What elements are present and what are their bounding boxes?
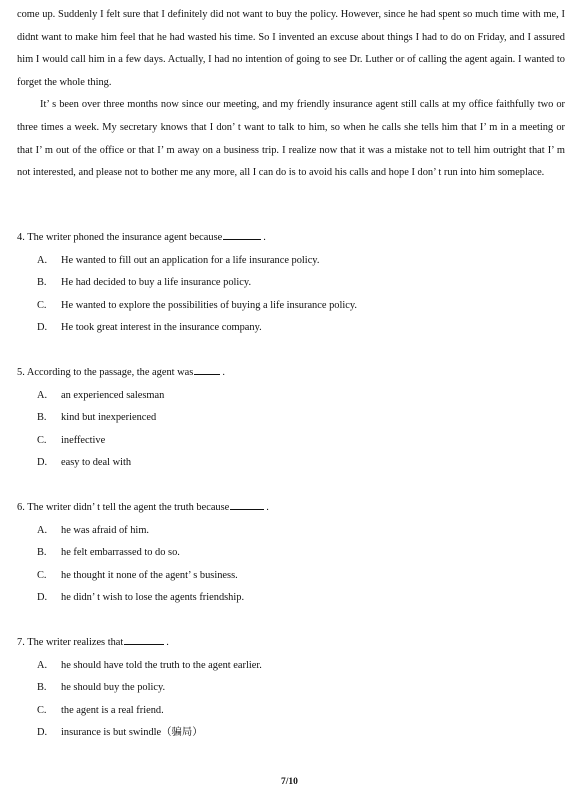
question-number: 7.: [17, 637, 25, 648]
answer-blank: [223, 229, 261, 240]
answer-blank: [194, 364, 220, 375]
option-b: [17, 542, 565, 565]
reading-passage: [17, 4, 565, 185]
option-letter: A.: [37, 659, 48, 671]
option-d: [17, 317, 565, 340]
option-c: [17, 565, 565, 588]
option-text: He had decided to buy a life insurance policy.: [61, 277, 252, 289]
option-text: he felt embarrassed to do so.: [61, 547, 180, 559]
option-letter: D.: [37, 727, 48, 739]
option-text: He took great interest in the insurance company.: [61, 322, 262, 334]
option-letter: A.: [37, 524, 48, 536]
question-stem-end: .: [166, 637, 169, 648]
option-text: the agent is a real friend.: [61, 704, 164, 716]
option-a: [17, 385, 565, 408]
option-text: an experienced salesman: [61, 389, 165, 401]
option-letter: D.: [37, 457, 48, 469]
option-letter: C.: [37, 704, 47, 716]
question-number: 5.: [17, 367, 25, 378]
option-a: [17, 250, 565, 273]
option-letter: C.: [37, 434, 47, 446]
option-b: [17, 677, 565, 700]
option-c: [17, 430, 565, 453]
option-text: He wanted to fill out an application for a life insurance policy.: [61, 254, 320, 266]
answer-blank: [230, 499, 264, 510]
option-b: [17, 407, 565, 430]
question-stem: [17, 362, 565, 385]
question-5: [17, 362, 565, 475]
option-a: [17, 520, 565, 543]
page-number: 7/10: [281, 777, 298, 787]
question-stem-end: .: [266, 502, 269, 513]
option-letter: A.: [37, 254, 48, 266]
option-letter: C.: [37, 569, 47, 581]
option-text: he was afraid of him.: [61, 524, 150, 536]
option-a: [17, 655, 565, 678]
option-d: [17, 452, 565, 475]
option-text: ineffective: [61, 434, 106, 446]
option-letter: A.: [37, 389, 48, 401]
option-list: [17, 385, 565, 475]
option-text: he should buy the policy.: [61, 682, 166, 694]
option-text: kind but inexperienced: [61, 412, 157, 424]
option-letter: D.: [37, 322, 48, 334]
option-text: easy to deal with: [61, 457, 132, 469]
answer-blank: [124, 634, 164, 645]
question-text: The writer didn’ t tell the agent the truth because: [27, 502, 230, 513]
option-letter: B.: [37, 412, 47, 424]
option-letter: C.: [37, 299, 47, 311]
option-text: he thought it none of the agent’ s business.: [61, 569, 238, 581]
passage-paragraph: It’ s been over three months now since our meeting, and my friendly insurance agent still calls at my office faithfully two or three times a week. My secretary knows that I don’ t want to talk to him, so when he calls she tells him that I’ m in a meeting or that I’ m out of the office or that I’ m away on a business trip. I realize now that it was a mistake not to tell him outright that I’ m not interested, and please not to bother me any more, all I can do is to avoid his calls and hope I don’ t run into him someplace.: [17, 99, 565, 179]
question-stem: [17, 632, 565, 655]
option-d: [17, 587, 565, 610]
option-d: [17, 722, 565, 745]
option-c: [17, 700, 565, 723]
question-4: [17, 227, 565, 340]
question-7: [17, 632, 565, 745]
option-list: [17, 655, 565, 745]
question-6: [17, 497, 565, 610]
option-text: he should have told the truth to the agent earlier.: [61, 659, 262, 671]
option-text: He wanted to explore the possibilities of buying a life insurance policy.: [61, 299, 357, 311]
option-letter: B.: [37, 277, 47, 289]
question-stem: [17, 227, 565, 250]
option-list: [17, 250, 565, 340]
option-letter: B.: [37, 682, 47, 694]
question-text: The writer phoned the insurance agent because: [27, 232, 223, 243]
question-number: 4.: [17, 232, 25, 243]
question-text: According to the passage, the agent was: [26, 367, 194, 378]
option-letter: B.: [37, 547, 47, 559]
option-text: he didn’ t wish to lose the agents friendship.: [61, 592, 245, 604]
question-stem-end: .: [222, 367, 225, 378]
question-number: 6.: [17, 502, 25, 513]
question-text: The writer realizes that: [27, 637, 124, 648]
option-letter: D.: [37, 592, 48, 604]
option-list: [17, 520, 565, 610]
passage-paragraph: come up. Suddenly I felt sure that I definitely did not want to buy the policy. However, since he had spent so much time with me, I didnt want to make him feel that he had wasted his time. So I invented an excuse about things I had to do on Friday, and I assured him I would call him in a few days. Actually, I had no intention of going to see Dr. Luther or of calling the agent again. I wanted to forget the whole thing.: [17, 9, 565, 88]
option-b: [17, 272, 565, 295]
option-c: [17, 295, 565, 318]
option-text: insurance is but swindle（骗局）: [61, 727, 203, 739]
question-stem-end: .: [263, 232, 266, 243]
question-stem: [17, 497, 565, 520]
